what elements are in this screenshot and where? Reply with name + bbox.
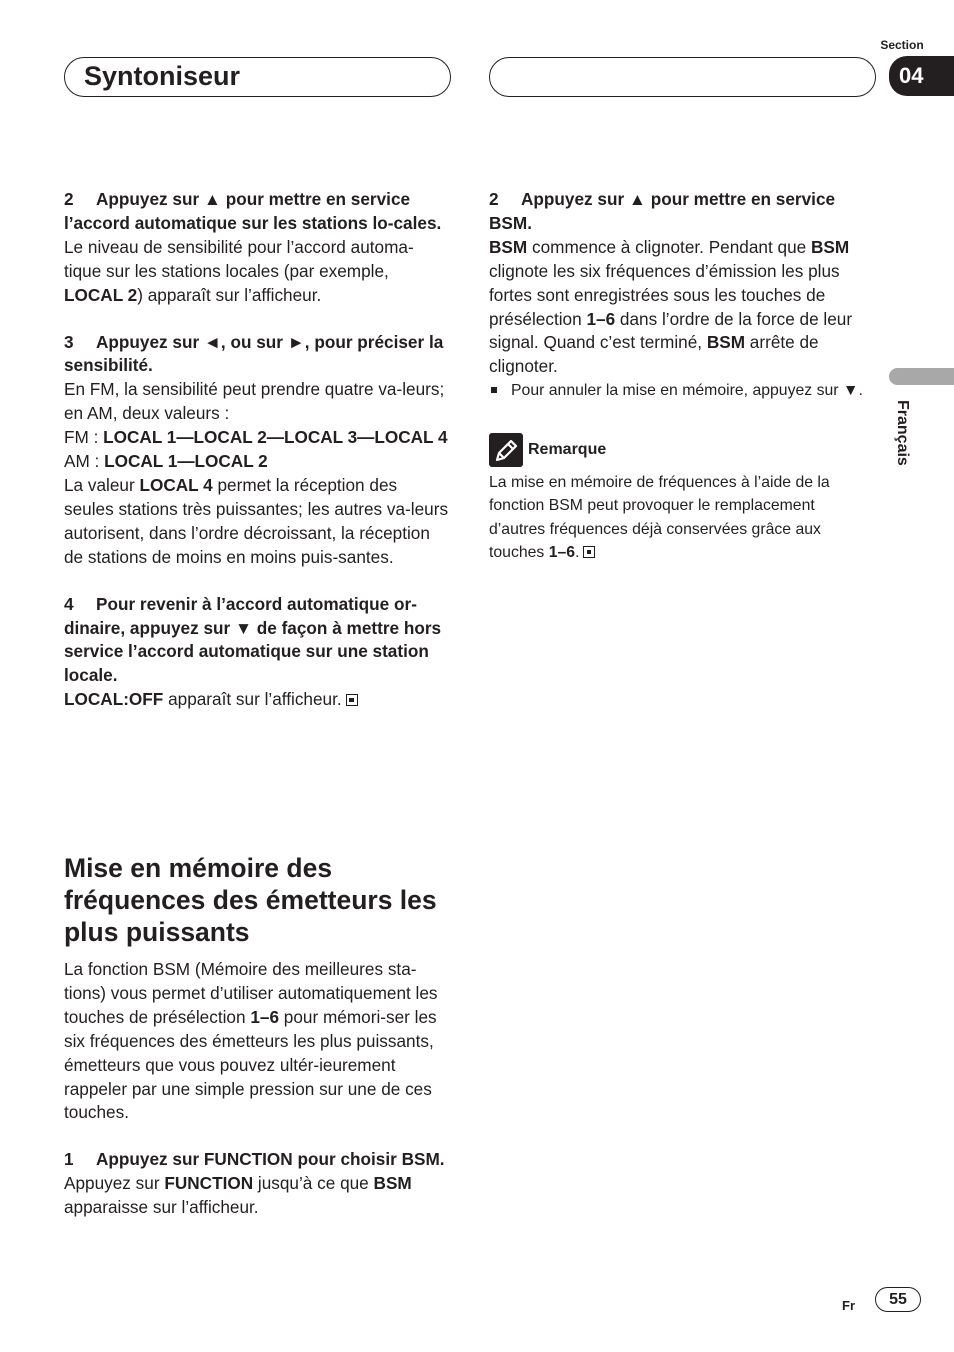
bullet-square-icon [491,387,497,393]
step-2-body [64,236,450,308]
step-number: 2 [64,189,74,209]
body-text: permet la réception des seules stations très puissantes; les autres va-leurs autorisent, dans l’ordre décroissant, la réception de stations de moins en moins puis-santes. [64,474,449,567]
body-text: La valeur [64,474,140,495]
step-text: Appuyez sur FUNCTION pour choisir BSM. [96,1149,445,1170]
body-text: jusqu’à ce que [253,1173,374,1194]
step-number: 3 [64,331,74,352]
header-right-frame [489,57,876,97]
step-text: Pour revenir à l’accord automatique or-dinaire, appuyez sur ▼ de façon à mettre hors service l’accord automatique sur une station locale. [64,593,442,686]
fm-label: FM : [64,427,104,448]
body-bold: LOCAL 4 [139,474,213,495]
step-3-intro: En FM, la sensibilité peut prendre quatre va-leurs; en AM, deux valeurs : [64,379,445,424]
chapter-title: Syntoniseur [84,61,241,91]
spacer [489,403,875,433]
step-2-title [64,188,450,236]
am-values: LOCAL 1—LOCAL 2 [104,451,268,472]
body-text: ) apparaît sur l’afficheur. [137,284,322,305]
body-bold: LOCAL:OFF [64,689,164,710]
bsm-intro [64,958,450,1125]
body-text: pour mémori-ser les six fréquences des émetteurs les plus puissants, émetteurs que vous pouvez ultér-ieurement rappeler par une simple pression sur une de ces touches. [64,1006,437,1123]
note-header [489,433,875,467]
language-tab-marker [889,368,954,385]
body-bold: LOCAL 2 [64,284,138,305]
step-number: 4 [64,593,74,614]
body-bold: 1–6 [586,308,616,329]
left-column [64,188,450,712]
body-text: . [575,544,580,562]
spacer [64,1125,450,1148]
body-text: apparaisse sur l’afficheur. [64,1197,259,1218]
section-number-badge: 04 [889,56,954,96]
section-heading: Mise en mémoire des fréquences des émetteurs les plus puissants [64,853,437,947]
body-bold: BSM [489,236,528,257]
step-text: Appuyez sur ▲ pour mettre en service l’accord automatique sur les stations lo-cales. [64,189,442,233]
footer-language: Fr [842,1298,855,1313]
bullet-item [489,379,875,403]
body-bold: BSM [706,332,746,353]
am-values-line [64,450,450,474]
language-tab-label: Français [894,400,911,466]
step-4-title [64,593,450,689]
body-bold: BSM [810,236,850,257]
body-text: apparaît sur l’afficheur. [163,689,342,710]
right-column [489,188,875,565]
am-label: AM : [64,451,105,472]
body-bold: BSM [373,1173,412,1194]
body-text: clignote les six fréquences d’émission les plus fortes sont enregistrées sous les touches de présélection [489,260,840,329]
body-text: arrête de clignoter. [489,332,819,377]
body-text: commence à clignoter. Pendant que [527,236,811,257]
left-column-lower [64,852,450,1220]
step-1-title [64,1148,450,1172]
note-body [489,471,875,565]
end-mark-icon [583,546,595,558]
spacer [64,308,450,331]
step-1-body [64,1172,450,1220]
step-text: Appuyez sur ◄, ou sur ►, pour préciser la sensibilité. [64,331,444,376]
body-text: Le niveau de sensibilité pour l’accord automa-tique sur les stations locales (par exemple, [64,236,414,281]
body-bold: 1–6 [548,544,576,562]
body-text: Appuyez sur [64,1173,165,1194]
body-text: La mise en mémoire de fréquences à l’aide de la fonction BSM peut provoquer le remplacement d’autres fréquences déjà conservées grâce aux touches [489,473,830,562]
section-label: Section [880,38,924,52]
note-title: Remarque [528,440,607,458]
page-number: 55 [875,1287,921,1312]
step-3-title [64,331,450,379]
bullet-text: Pour annuler la mise en mémoire, appuyez sur ▼. [511,382,863,400]
fm-values: LOCAL 1—LOCAL 2—LOCAL 3—LOCAL 4 [103,427,448,448]
body-bold: FUNCTION [164,1173,254,1194]
step-number: 1 [64,1149,74,1170]
end-mark-icon [346,694,358,706]
body-text: La fonction BSM (Mémoire des meilleures sta-tions) vous permet d’utiliser automatiquement les touches de présélection [64,959,438,1027]
body-text: dans l’ordre de la force de leur signal. Quand c’est terminé, [489,308,853,353]
step-3-value-description [64,474,450,570]
step-4-body [64,688,450,712]
body-bold: 1–6 [250,1006,280,1027]
pencil-note-icon [489,433,523,467]
spacer [64,570,450,593]
step-text: Appuyez sur ▲ pour mettre en service BSM. [489,189,836,233]
fm-values-line [64,426,450,450]
step-number: 2 [489,189,499,209]
bsm-step-2-body [489,236,875,379]
bsm-step-2-title [489,188,875,236]
